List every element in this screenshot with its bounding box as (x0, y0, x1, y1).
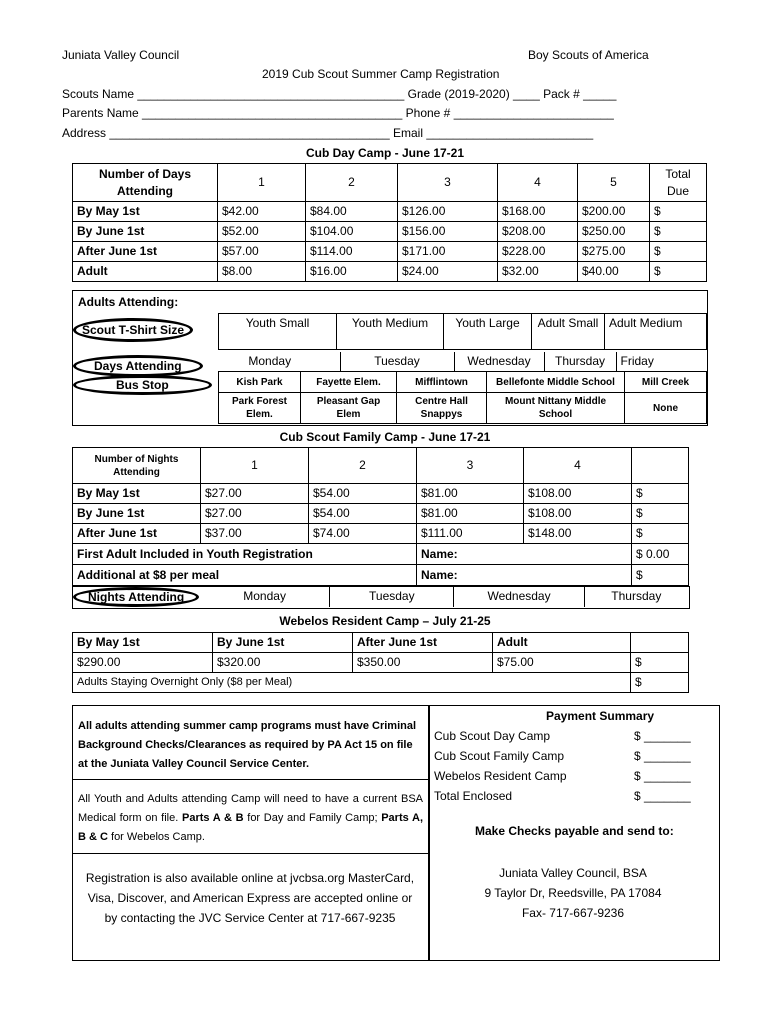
bus-option[interactable]: Bellefonte Middle School (487, 372, 625, 393)
night-option[interactable]: Monday (243, 589, 286, 603)
row-label: By May 1st (73, 202, 218, 222)
family-head-3: 3 (417, 448, 524, 484)
total-input-cell[interactable]: $ (650, 222, 707, 242)
day-camp-table (72, 163, 707, 282)
price-cell: $52.00 (218, 222, 306, 242)
price-cell: $228.00 (498, 242, 578, 262)
parent-info-line[interactable]: Parents Name _______________________________________ Phone # ________________________ (62, 106, 614, 120)
price-cell: $126.00 (398, 202, 498, 222)
price-cell: $81.00 (417, 484, 524, 504)
family-head-4: 4 (524, 448, 632, 484)
price-cell: $200.00 (578, 202, 650, 222)
price-cell: $108.00 (524, 484, 632, 504)
address-line: Juniata Valley Council, BSA (499, 866, 647, 880)
family-head-0: Number of Nights Attending (73, 448, 201, 484)
tshirt-option[interactable]: Youth Large (444, 314, 532, 350)
price-cell: $111.00 (417, 524, 524, 544)
bus-option[interactable]: Park Forest Elem. (219, 393, 301, 424)
divider (72, 853, 428, 854)
webelos-table (72, 632, 689, 693)
price-cell: $37.00 (201, 524, 309, 544)
family-head-5 (632, 448, 689, 484)
row-label: By May 1st (73, 484, 201, 504)
table-row (73, 262, 707, 282)
row-label: By June 1st (73, 504, 201, 524)
days-table (200, 352, 706, 371)
bus-stop-text: Bus Stop (73, 375, 212, 395)
night-option[interactable]: Tuesday (329, 586, 453, 607)
online-registration-notice: Registration is also available online at jvcbsa.org MasterCard, Visa, Discover, and American Express are accepted online or by contacting the JVC Service Center at 717-667-9235 (85, 871, 415, 925)
overnight-amount[interactable]: $ (631, 673, 689, 693)
total-input-cell[interactable]: $ (632, 524, 689, 544)
bus-option[interactable]: Pleasant Gap Elem (301, 393, 397, 424)
day-head-5: 5 (578, 164, 650, 202)
nights-attending-text: Nights Attending (73, 587, 199, 607)
table-row (73, 222, 707, 242)
total-input-cell[interactable]: $ (650, 242, 707, 262)
council-name: Juniata Valley Council (62, 48, 180, 62)
overnight-label: Adults Staying Overnight Only ($8 per Meal) (73, 673, 631, 693)
adults-attending-label: Adults Attending: (78, 295, 179, 309)
criminal-check-notice: All adults attending summer camp programs must have Criminal Background Checks/Clearances as required by PA Act 15 on file at the Juniata Valley Council Service Center. (78, 720, 417, 770)
table-row (73, 524, 689, 544)
pay-label: Total Enclosed (434, 789, 513, 803)
bus-stop-label (73, 375, 212, 395)
checks-payable: Make Checks payable and send to: (475, 824, 674, 838)
bus-option[interactable]: None (625, 393, 707, 424)
days-attending-label (73, 355, 203, 377)
price-cell: $57.00 (218, 242, 306, 262)
scout-info-line[interactable]: Scouts Name ________________________________________ Grade (2019-2020) ____ Pack # _____ (62, 87, 617, 101)
total-input-cell[interactable]: $ (631, 653, 689, 673)
night-option[interactable]: Wednesday (453, 586, 583, 607)
price-cell: $171.00 (398, 242, 498, 262)
price-cell: $350.00 (353, 653, 493, 673)
webelos-head: By June 1st (213, 633, 353, 653)
row-label: By June 1st (73, 222, 218, 242)
medical-notice: All Youth and Adults attending Camp will need to have a current BSA Medical form on file. Parts A & B for Day and Family Camp; Parts A, B & C for Webelos Camp. (78, 793, 424, 843)
price-cell: $250.00 (578, 222, 650, 242)
table-row (73, 484, 689, 504)
pay-label: Cub Scout Family Camp (434, 749, 565, 763)
day-head-4: 4 (498, 164, 578, 202)
day-option[interactable]: Thursday (544, 352, 616, 371)
webelos-title: Webelos Resident Camp – July 21-25 (279, 614, 491, 628)
price-cell: $290.00 (73, 653, 213, 673)
price-cell: $24.00 (398, 262, 498, 282)
price-cell: $275.00 (578, 242, 650, 262)
webelos-head (631, 633, 689, 653)
price-cell: $16.00 (306, 262, 398, 282)
address-info-line[interactable]: Address __________________________________________ Email _________________________ (62, 126, 594, 140)
nights-options (200, 586, 688, 607)
total-input-cell[interactable]: $ (632, 484, 689, 504)
tshirt-option[interactable]: Adult Small (532, 314, 605, 350)
day-head-0: Number of Days Attending (73, 164, 218, 202)
price-cell: $54.00 (309, 484, 417, 504)
pay-amount[interactable]: $ _______ (634, 749, 691, 763)
table-row (73, 202, 707, 222)
price-cell: $75.00 (493, 653, 631, 673)
payment-title: Payment Summary (546, 709, 655, 723)
bus-option[interactable]: Centre Hall Snappys (397, 393, 487, 424)
bus-option[interactable]: Fayette Elem. (301, 372, 397, 393)
day-option[interactable]: Friday (620, 354, 654, 368)
price-cell: $84.00 (306, 202, 398, 222)
divider (72, 779, 428, 780)
first-adult-label: First Adult Included in Youth Registration (73, 544, 417, 565)
day-head-total: Total Due (650, 164, 707, 202)
price-cell: $104.00 (306, 222, 398, 242)
nights-attending-label (73, 587, 199, 607)
additional-meal-label: Additional at $8 per meal (73, 565, 417, 586)
table-row (73, 653, 689, 673)
table-row (73, 242, 707, 262)
day-head-1: 1 (218, 164, 306, 202)
price-cell: $32.00 (498, 262, 578, 282)
day-option[interactable]: Monday (248, 354, 292, 368)
day-head-3: 3 (398, 164, 498, 202)
tshirt-option[interactable]: Youth Medium (337, 314, 444, 350)
price-cell: $108.00 (524, 504, 632, 524)
price-cell: $114.00 (306, 242, 398, 262)
price-cell: $42.00 (218, 202, 306, 222)
price-cell: $208.00 (498, 222, 578, 242)
tshirt-label (73, 318, 193, 342)
family-head-1: 1 (201, 448, 309, 484)
page-title: 2019 Cub Scout Summer Camp Registration (262, 67, 500, 81)
total-input-cell[interactable]: $ (632, 504, 689, 524)
price-cell: $27.00 (201, 504, 309, 524)
day-head-2: 2 (306, 164, 398, 202)
row-label: After June 1st (73, 524, 201, 544)
pay-label: Webelos Resident Camp (434, 769, 567, 783)
first-adult-name[interactable]: Name: (417, 544, 632, 565)
additional-name[interactable]: Name: (417, 565, 632, 586)
webelos-head: Adult (493, 633, 631, 653)
table-row (73, 504, 689, 524)
webelos-head: By May 1st (73, 633, 213, 653)
row-label: Adult (73, 262, 218, 282)
total-input-cell[interactable]: $ (650, 262, 707, 282)
family-camp-title: Cub Scout Family Camp - June 17-21 (279, 430, 491, 444)
org-name: Boy Scouts of America (528, 48, 649, 62)
first-adult-amount: $ 0.00 (632, 544, 689, 565)
bus-option[interactable]: Kish Park (219, 372, 301, 393)
price-cell: $54.00 (309, 504, 417, 524)
tshirt-option[interactable]: Adult Medium (605, 314, 707, 350)
price-cell: $8.00 (218, 262, 306, 282)
price-cell: $156.00 (398, 222, 498, 242)
family-head-2: 2 (309, 448, 417, 484)
day-option[interactable]: Tuesday (340, 352, 454, 371)
price-cell: $40.00 (578, 262, 650, 282)
price-cell: $74.00 (309, 524, 417, 544)
bus-stop-table (218, 371, 707, 424)
pay-amount[interactable]: $ _______ (634, 769, 691, 783)
bus-option[interactable]: Mifflintown (397, 372, 487, 393)
tshirt-label-text: Scout T-Shirt Size (73, 318, 193, 342)
pay-label: Cub Scout Day Camp (434, 729, 551, 743)
address-line: 9 Taylor Dr, Reedsville, PA 17084 (484, 886, 662, 900)
price-cell: $81.00 (417, 504, 524, 524)
price-cell: $320.00 (213, 653, 353, 673)
additional-amount[interactable]: $ (632, 565, 689, 586)
day-camp-title: Cub Day Camp - June 17-21 (305, 146, 465, 160)
days-attending-text: Days Attending (73, 355, 203, 377)
row-label: After June 1st (73, 242, 218, 262)
price-cell: $148.00 (524, 524, 632, 544)
fax-line: Fax- 717-667-9236 (521, 906, 625, 920)
price-cell: $27.00 (201, 484, 309, 504)
pay-amount[interactable]: $ _______ (634, 789, 691, 803)
total-input-cell[interactable]: $ (650, 202, 707, 222)
price-cell: $168.00 (498, 202, 578, 222)
day-option[interactable]: Wednesday (467, 354, 531, 368)
tshirt-option[interactable]: Youth Small (219, 314, 337, 350)
pay-amount[interactable]: $ _______ (634, 729, 691, 743)
bus-option[interactable]: Mount Nittany Middle School (487, 393, 625, 424)
webelos-head: After June 1st (353, 633, 493, 653)
family-camp-table (72, 447, 689, 586)
bus-option[interactable]: Mill Creek (625, 372, 707, 393)
tshirt-size-table (218, 313, 707, 350)
night-option[interactable]: Thursday (584, 586, 688, 607)
